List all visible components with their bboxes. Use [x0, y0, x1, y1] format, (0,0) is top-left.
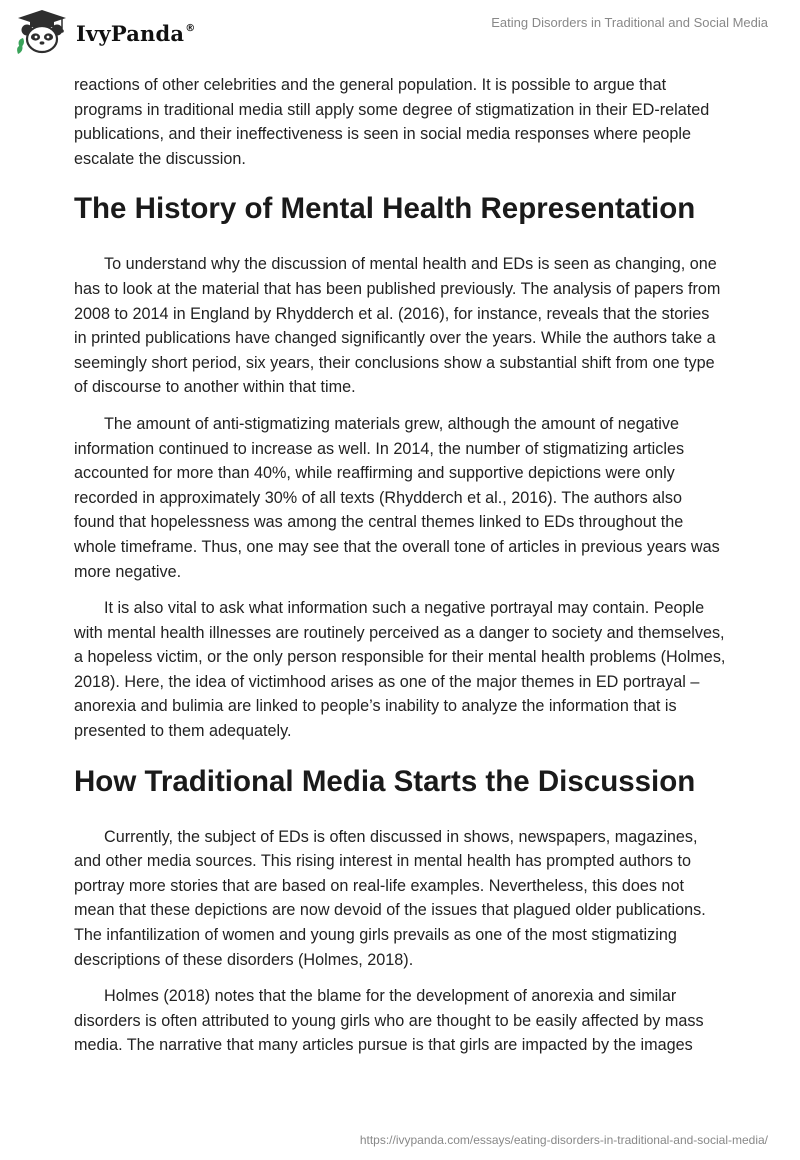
panda-graduate-icon — [14, 8, 70, 56]
paragraph: Currently, the subject of EDs is often discussed in shows, newspapers, magazines, and other media sources. This rising interest in mental health has prompted authors to portray more stories that are based on real-life examples. Nevertheless, this does not mean that these depictions are now devoid of the issues that plagued older publications. The infantilization of women and young girls prevails as one of the most stigmatizing descriptions of these disorders (Holmes, 2018). — [74, 827, 706, 969]
paragraph: It is also vital to ask what information such a negative portrayal may contain. People with mental health illnesses are routinely perceived as a danger to society and themselves, a hopeless victim, or the only person responsible for their mental health problems (Holmes, 2018). Here, the idea of victimhood arises as one of the major themes in ED portrayal – anorexia and bulimia are linked to people’s inability to analyze the information that is presented to them adequately. — [74, 599, 726, 741]
document-title: Eating Disorders in Traditional and Social Media — [491, 15, 768, 30]
section-heading-history: The History of Mental Health Representation — [74, 192, 696, 226]
intro-paragraph: reactions of other celebrities and the general population. It is possible to argue that programs in traditional media still apply some degree of stigmatization in their ED-related publications, and their ineffectiveness is seen in social media responses where people escalate the discussion. — [74, 76, 710, 168]
article-body — [74, 73, 726, 1070]
brand-logo[interactable] — [14, 8, 195, 56]
source-url[interactable]: https://ivypanda.com/essays/eating-disorders-in-traditional-and-social-media/ — [359, 1133, 768, 1147]
section-heading-traditional-media: How Traditional Media Starts the Discussion — [74, 764, 696, 798]
paragraph: To understand why the discussion of mental health and EDs is seen as changing, one has to look at the material that has been published previously. The analysis of papers from 2008 to 2014 in England by Rhydderch et al. (2016), for instance, reveals that the stories in printed publications have changed significantly over the years. While the authors take a seemingly short period, six years, their conclusions show a substantial shift from one type of discourse to another within that time. — [74, 255, 721, 397]
brand-name: IvyPanda® — [76, 20, 196, 46]
paragraph: Holmes (2018) notes that the blame for the development of anorexia and similar disorders is often attributed to young girls who are thought to be easily affected by mass media. The narrative that many articles pursue is that girls are impacted by the images — [74, 987, 704, 1055]
page-header — [0, 0, 800, 64]
paragraph: The amount of anti-stigmatizing materials grew, although the amount of negative information continued to increase as well. In 2014, the number of stigmatizing articles accounted for more than 40%, while reaffirming and supportive depictions were only recorded in approximately 30% of all texts (Rhydderch et al., 2016). The authors also found that hopelessness was among the central themes linked to EDs throughout the whole timeframe. Thus, one may see that the overall tone of articles in previous years was more negative. — [74, 414, 720, 581]
